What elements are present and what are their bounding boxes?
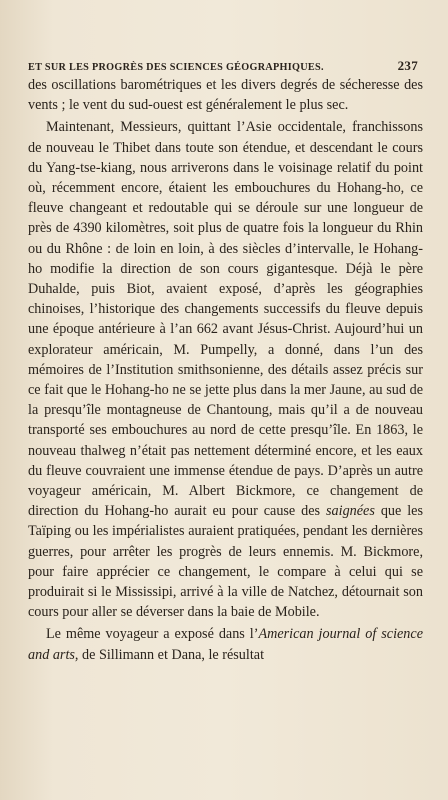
paragraph-text: Maintenant, Messieurs, quittant l’Asie occidentale, franchissons de nouveau le Thibet dans toute son étendue, et descendant le cours du Yang-tse-kiang, nous arriverons dans le voisinage relatif du point où, récemment encore, étaient les embouchures du Hohang-ho, ce fleuve changeant et redoutable qui se déroule sur une longueur de près de 4390 kilomètres, soit plus de quatre fois la longueur du Rhin ou du Rhône : de loin en loin, à des siècles d’intervalle, le Hohang-ho modifie la direction de son cours gigantesque. Déjà le père Duhalde, puis Biot, avaient exposé, d’après les géographies chinoises, l’historique des changements successifs du fleuve depuis une époque antérieure à l’an 662 avant Jésus-Christ. Aujourd’hui un explorateur américain, M. Pumpelly, a donné, dans l’un des mémoires de l’Institution smithsonienne, des détails assez précis sur ce fait que le Hohang-ho ne se jette plus dans la mer Jaune, au sud de la presqu’île montagneuse de Chantoung, mais qu’il a de nouveau transporté ses embouchures au nord de cette presqu’île. En 1863, le nouveau thalweg n’était pas nettement déterminé encore, et les eaux du fleuve couvraient une immense étendue de pays. D’après un autre voyageur américain, M. Albert Bickmore, ce changement de direction du Hohang-ho aurait eu pour cause des: [28, 119, 423, 520]
paragraph-1: [28, 75, 423, 115]
paragraph-text: que les Taïping ou les impérialistes auraient pratiquées, pendant les dernières guerres, pour arrêter les progrès de leurs ennemis. M. Bickmore, pour faire apprécier ce changement, le compare à celui qui se produirait si le Mississipi, arrivé à la ville de Natchez, détournait son cours pour aller se déverser dans la baie de Mobile.: [28, 503, 423, 621]
journal-title: American journal of science and arts: [28, 626, 423, 663]
body-text: [28, 75, 423, 665]
page-number: 237: [397, 58, 418, 73]
paragraph-text: Le même voyageur a exposé dans l’: [46, 626, 259, 643]
paragraph-2: [28, 117, 423, 622]
italic-term: saignées: [326, 503, 375, 520]
paragraph-text: , de Sillimann et Dana, le résultat: [74, 646, 265, 663]
running-header: [28, 58, 418, 74]
paragraph-3: [28, 624, 423, 664]
paragraph-text: des oscillations barométriques et les divers degrés de sécheresse des vents ; le vent du sud-ouest est généralement le plus sec.: [28, 77, 423, 114]
running-title: ET SUR LES PROGRÈS DES SCIENCES GÉOGRAPHIQUES.: [28, 62, 324, 73]
